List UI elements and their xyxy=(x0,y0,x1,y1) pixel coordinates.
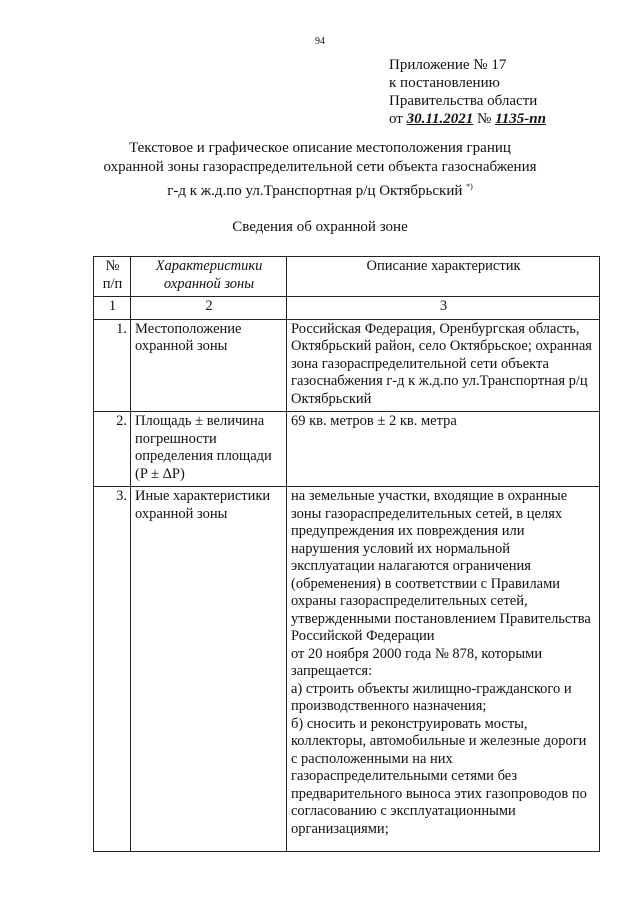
description-paragraph: б) сносить и реконструировать мосты, коллекторы, автомобильные и железные дороги с расположенными на них газораспределительными сетями без предварительного выноса этих газопроводов по согласованию с эксплуатационными организациями; xyxy=(291,715,587,837)
appendix-line-2: к постановлению xyxy=(389,75,500,91)
table-header-row xyxy=(94,257,600,297)
title-line-3-wrap xyxy=(0,177,640,201)
table-row xyxy=(94,487,600,852)
header-cell-number: № п/п xyxy=(94,257,131,297)
title-line-2: охранной зоны газораспределительной сети объекта газоснабжения xyxy=(103,159,537,175)
appendix-date-line xyxy=(389,110,546,128)
appendix-line-1: Приложение № 17 xyxy=(389,57,507,73)
table-row xyxy=(94,412,600,487)
section-subtitle: Сведения об охранной зоне xyxy=(232,219,408,235)
description-paragraph: на земельные участки, входящие в охранные зоны газораспределительных сетей, в целях предупреждения их повреждения или нарушения условий их нормальной эксплуатации налагаются ограничения (обременения) в соответствии с Правилами охраны газораспределительных сетей, утвержденными постановлением Правительства Российской Федерации xyxy=(291,488,591,644)
title-line-1: Текстовое и графическое описание местоположения границ xyxy=(129,140,511,156)
document-title xyxy=(0,139,640,201)
page-number: 94 xyxy=(315,36,325,47)
appendix-line-3: Правительства области xyxy=(389,93,538,109)
row-characteristic: Иные характеристики охранной зоны xyxy=(131,487,287,852)
description-paragraph: а) строить объекты жилищно-гражданского и производственного назначения; xyxy=(291,680,572,714)
appendix-block xyxy=(389,56,546,128)
table-index-row xyxy=(94,297,600,320)
zone-info-table xyxy=(93,256,600,852)
row-number: 2. xyxy=(94,412,131,487)
from-prefix: от xyxy=(389,111,403,127)
description-paragraph: от 20 ноября 2000 года № 878, которыми запрещается: xyxy=(291,645,543,679)
row-characteristic: Местоположение охранной зоны xyxy=(131,319,287,412)
header-cell-description: Описание характеристик xyxy=(287,257,600,297)
header-cell-characteristics: Характеристики охранной зоны xyxy=(131,257,287,297)
row-number: 3. xyxy=(94,487,131,852)
row-description: Российская Федерация, Оренбургская область, Октябрьский район, село Октябрьское; охранная зона газораспределительной сети объекта газоснабжения г-д к ж.д.по ул.Транспортная р/ц Октябрьский xyxy=(287,319,600,412)
row-number: 1. xyxy=(94,319,131,412)
table-row xyxy=(94,319,600,412)
footnote-mark: *) xyxy=(466,182,473,191)
number-sign: № xyxy=(477,111,492,127)
handwritten-date: 30.11.2021 xyxy=(406,111,474,127)
index-cell-1: 1 xyxy=(94,297,131,320)
row-characteristic: Площадь ± величина погрешности определения площади (P ± ΔP) xyxy=(131,412,287,487)
row-description: 69 кв. метров ± 2 кв. метра xyxy=(287,412,600,487)
handwritten-number: 1135-пп xyxy=(495,111,546,127)
index-cell-2: 2 xyxy=(131,297,287,320)
row-description xyxy=(287,487,600,852)
index-cell-3: 3 xyxy=(287,297,600,320)
title-line-3: г-д к ж.д.по ул.Транспортная р/ц Октябрьский xyxy=(167,183,463,199)
